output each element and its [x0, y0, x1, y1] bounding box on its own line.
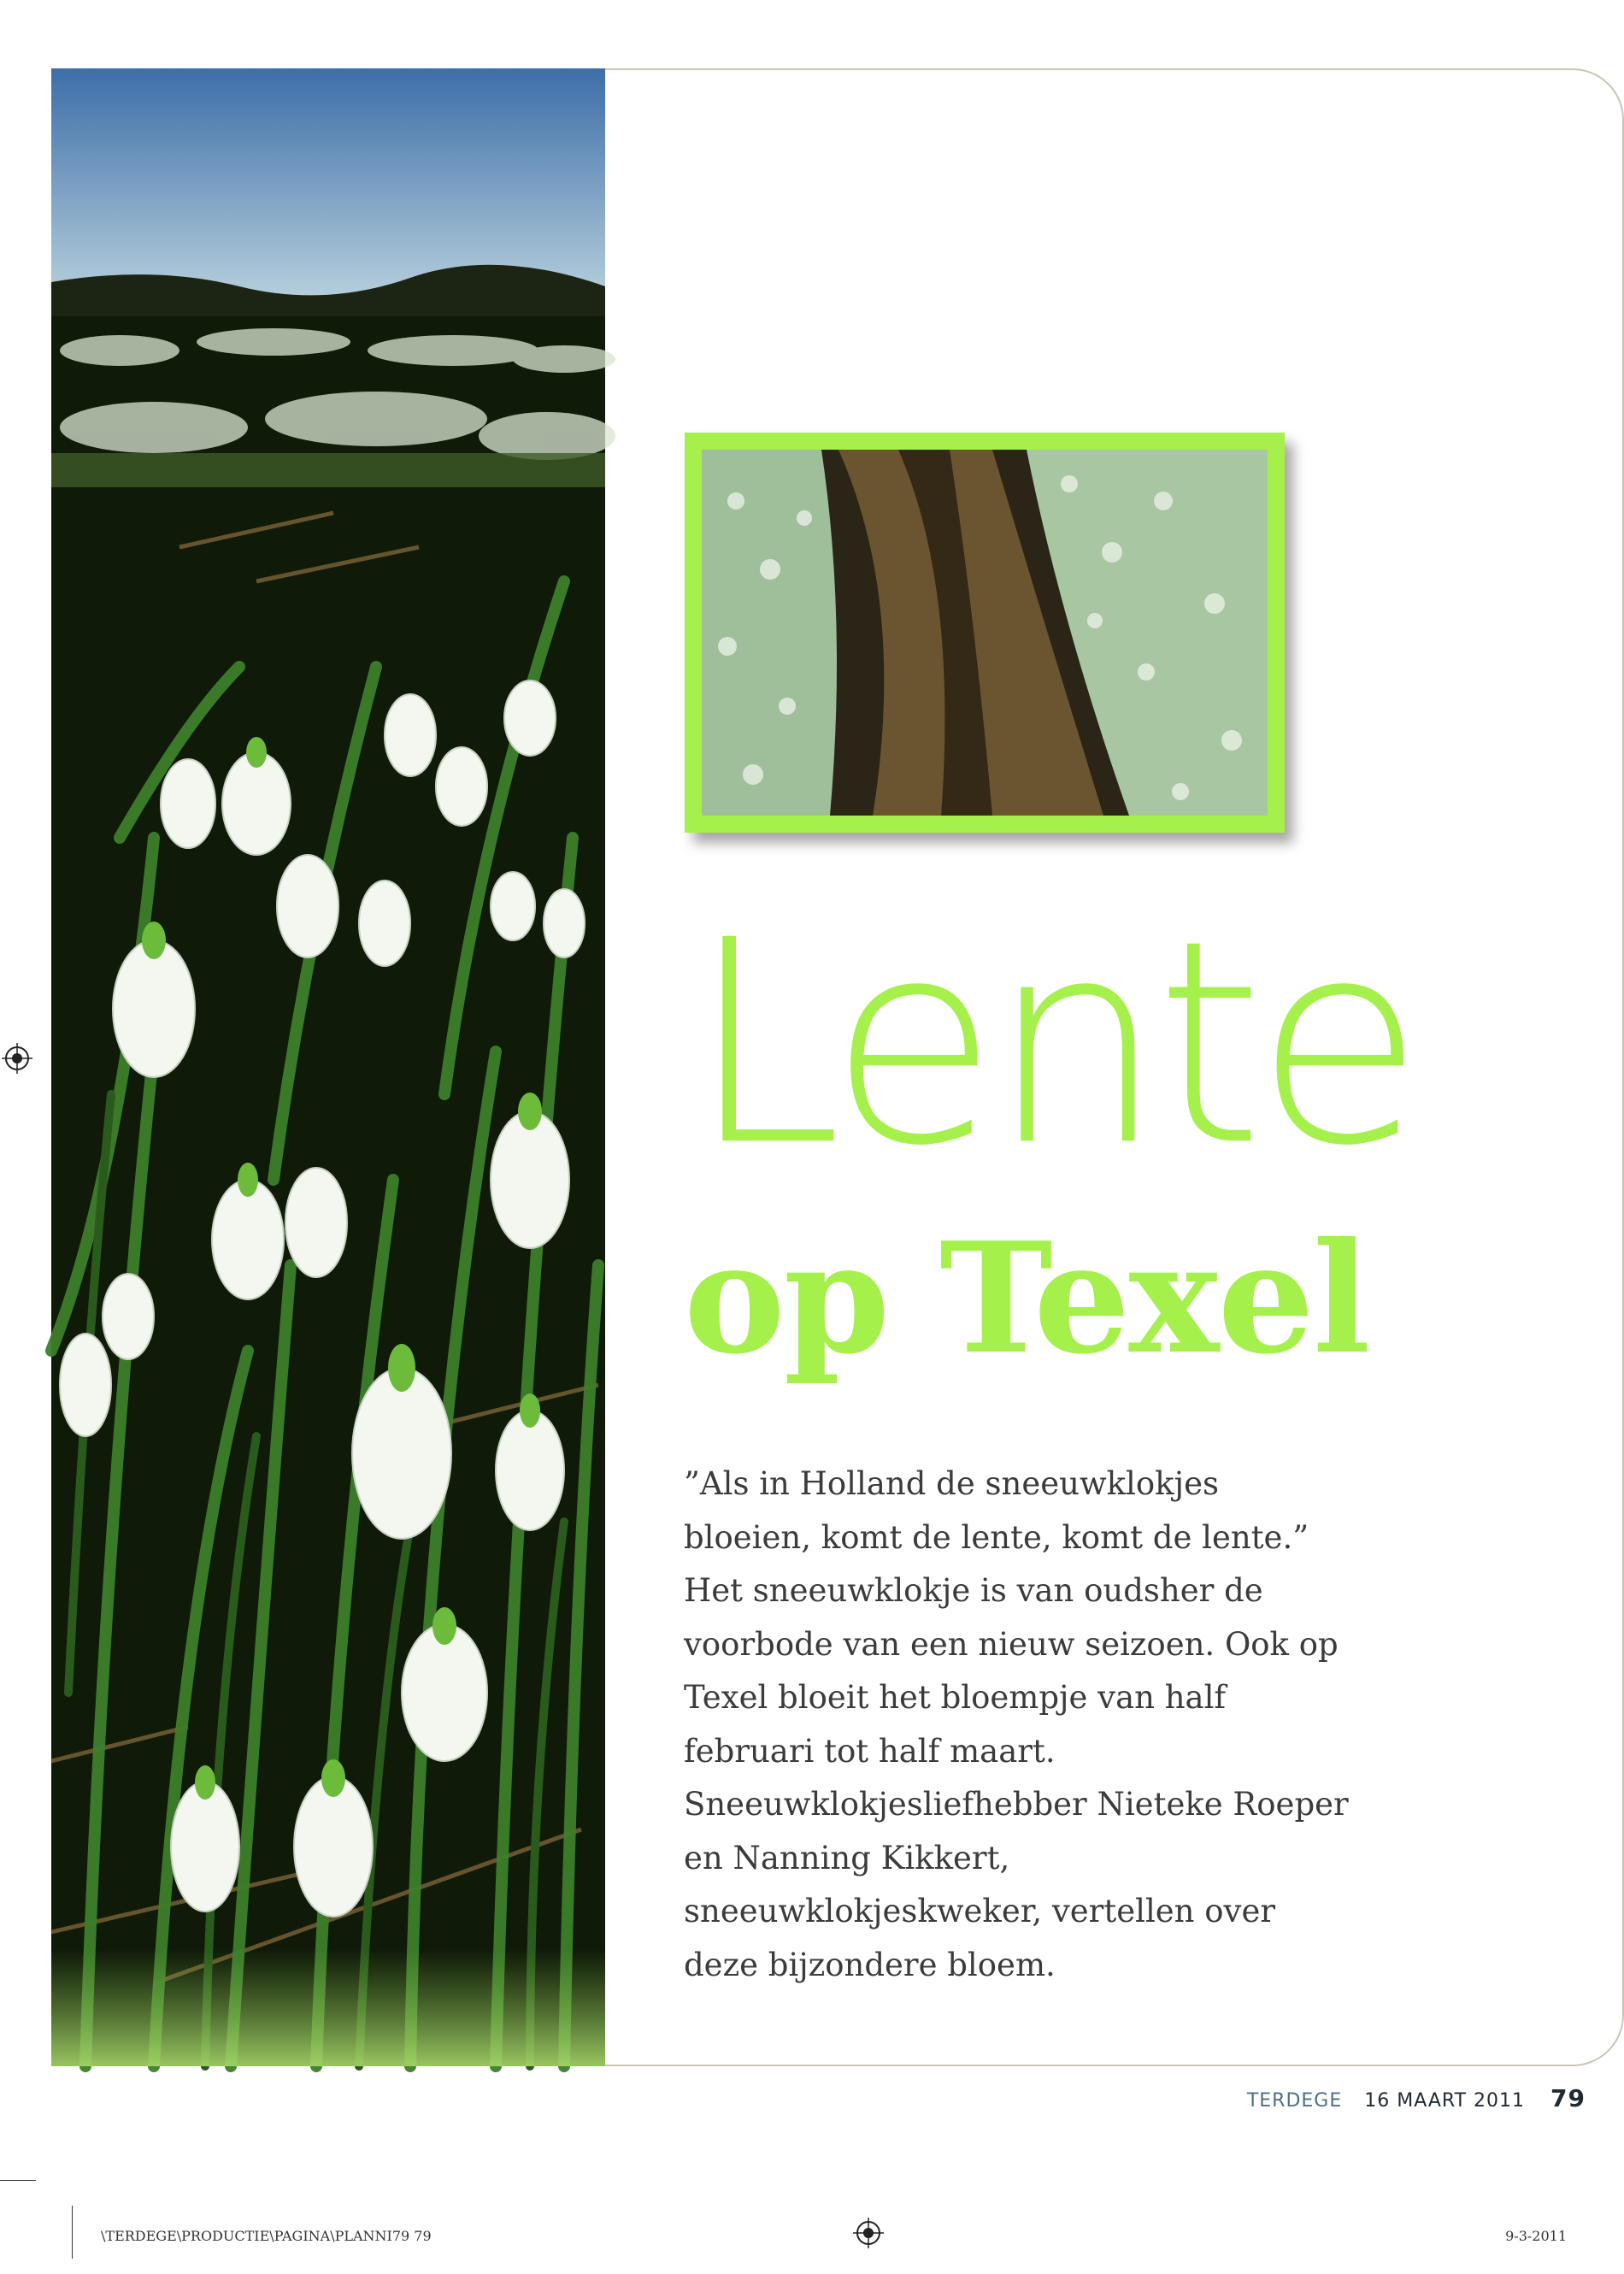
issue-date: 16 MAART 2011: [1364, 2090, 1526, 2112]
crop-mark: [0, 2180, 36, 2181]
article-intro: ”Als in Holland de sneeuwklokjes bloeien, komt de lente, komt de lente.” Het sneeuwklokje is van oudsher de voorbode van een nieuw seizoen. Ook op Texel bloeit het bloempje van half februari tot half maart. Sneeuwklokjesliefhebber Nieteke Roeper en Nanning Kikkert, sneeuwklokjeskweker, vertellen over deze bijzondere bloem.: [684, 1465, 1349, 1983]
page-number: 79: [1550, 2084, 1586, 2112]
registration-mark-icon: [2, 1043, 32, 1074]
magazine-name: TERDEGE: [1246, 2090, 1343, 2112]
crop-mark: [72, 2206, 73, 2259]
snowdrop-field-photo: [51, 68, 605, 2066]
registration-mark-icon: [853, 2218, 884, 2248]
article-title-op-texel: op Texel: [684, 1209, 1369, 1387]
page-footer: [1247, 2084, 1586, 2112]
snowdrop-rows-photo: [685, 433, 1285, 833]
article-title-lente: Lente: [689, 880, 1416, 1207]
print-slug-path: \TERDEGE\PRODUCTIE\PAGINA\PLANNI79 79: [101, 2228, 432, 2244]
print-slug-date: 9-3-2011: [1505, 2228, 1567, 2244]
